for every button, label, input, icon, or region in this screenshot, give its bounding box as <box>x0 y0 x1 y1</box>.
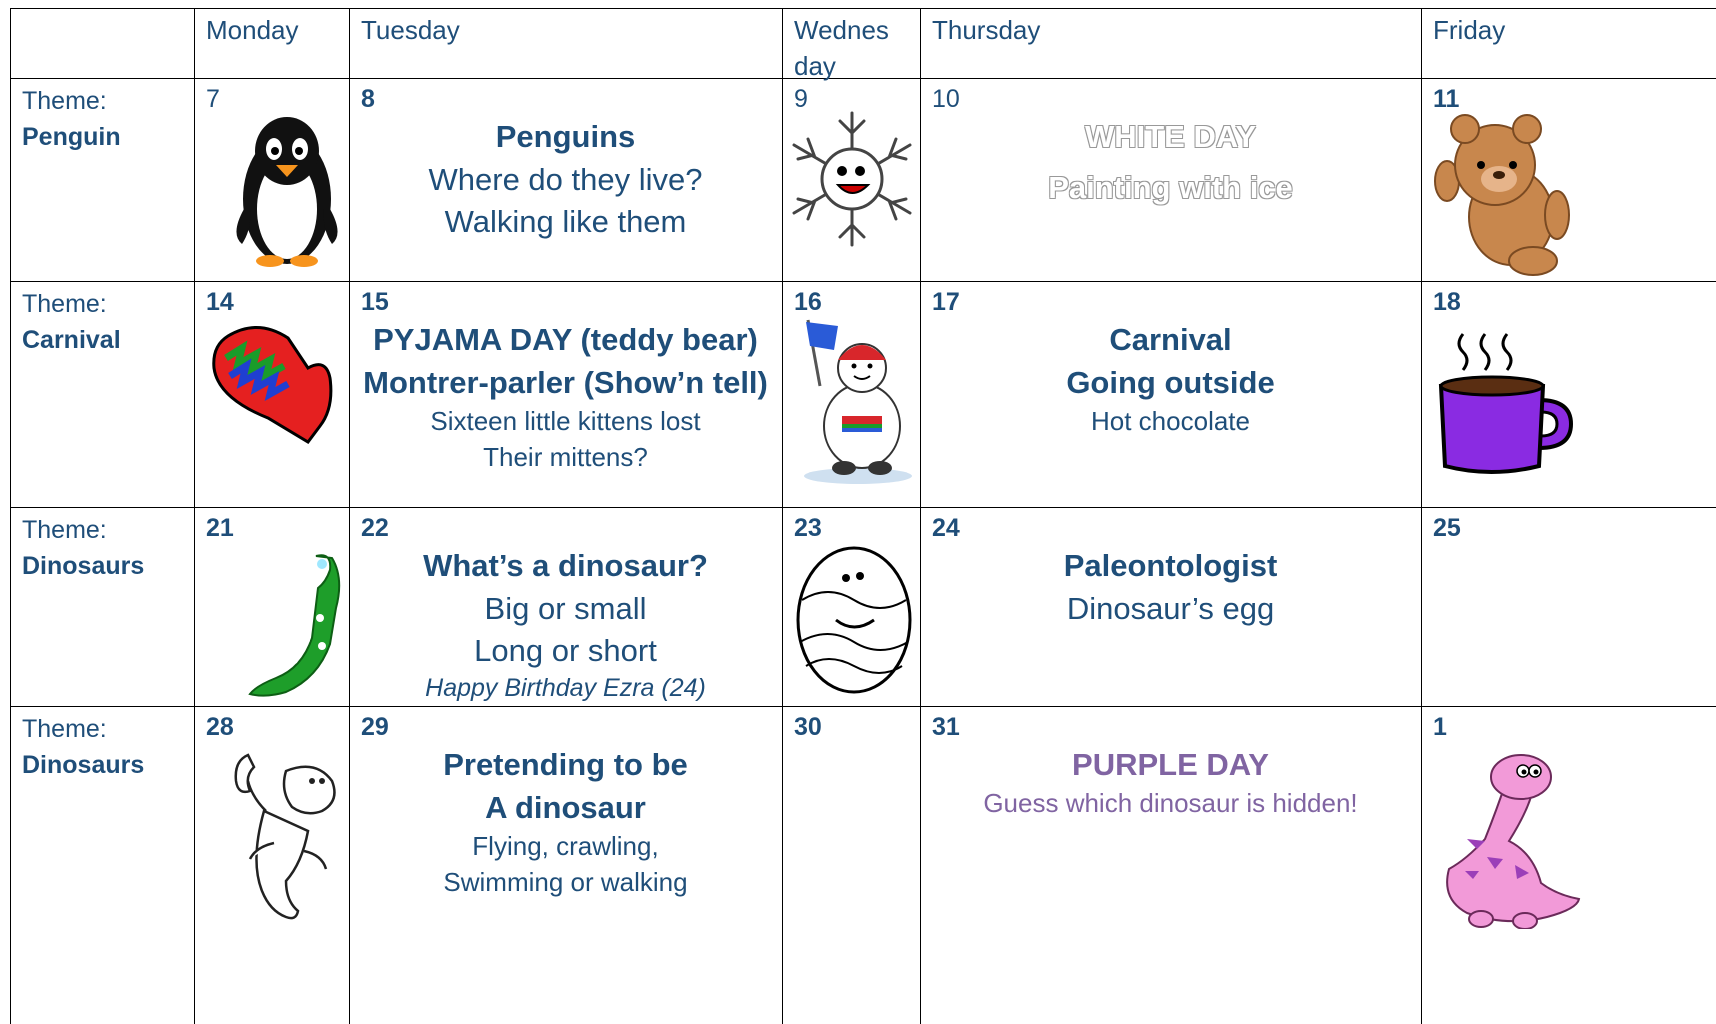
header-corner <box>10 8 194 78</box>
day-cell <box>920 508 1421 706</box>
theme-name: Carnival <box>22 326 121 354</box>
activity-line: Where do they live? <box>428 162 703 197</box>
activity-title: PURPLE DAY <box>1072 747 1269 782</box>
green-dinosaur-icon <box>246 548 346 698</box>
day-number: 17 <box>932 288 960 316</box>
header-thursday: Thursday <box>932 15 1041 45</box>
carnival-snowman-icon <box>794 316 920 486</box>
activity-line: Guess which dinosaur is hidden! <box>983 788 1358 818</box>
day-number: 9 <box>794 85 808 113</box>
day-cell <box>349 707 782 1024</box>
day-number: 28 <box>206 713 234 741</box>
day-cell <box>782 282 920 507</box>
activity-title: Carnival <box>1109 322 1232 357</box>
day-number: 31 <box>932 713 960 741</box>
day-number: 22 <box>361 514 389 542</box>
header-monday: Monday <box>206 15 299 45</box>
activity-title: Montrer-parler (Show’n tell) <box>363 365 768 400</box>
activity-line: Swimming or walking <box>443 867 688 897</box>
activity-line: Painting with ice <box>1048 170 1293 205</box>
day-cell <box>920 79 1421 281</box>
day-cell <box>1421 707 1716 1024</box>
activity-line: Dinosaur’s egg <box>1066 591 1275 626</box>
day-number: 18 <box>1433 288 1461 316</box>
penguin-icon <box>232 109 342 269</box>
hot-chocolate-mug-icon <box>1435 330 1575 480</box>
theme-name: Dinosaurs <box>22 751 145 779</box>
activity-title: WHITE DAY <box>1084 119 1257 154</box>
outline-dinosaur-icon <box>226 751 342 923</box>
day-cell <box>782 508 920 706</box>
day-cell <box>194 508 349 706</box>
day-cell <box>1421 282 1716 507</box>
activity-line: Big or small <box>484 591 647 626</box>
theme-label: Theme: <box>22 715 107 743</box>
day-cell <box>349 282 782 507</box>
day-number: 29 <box>361 713 389 741</box>
theme-label: Theme: <box>22 516 107 544</box>
day-number: 25 <box>1433 514 1461 542</box>
day-cell <box>349 79 782 281</box>
day-cell <box>194 282 349 507</box>
header-friday: Friday <box>1433 15 1506 45</box>
day-number: 15 <box>361 288 389 316</box>
theme-label: Theme: <box>22 87 107 115</box>
egg-icon <box>794 542 914 694</box>
day-number: 10 <box>932 85 960 113</box>
calendar-table <box>10 8 1716 1024</box>
activity-line: Long or short <box>474 633 657 668</box>
mitten-icon <box>208 318 336 444</box>
activity-line: Walking like them <box>444 204 687 239</box>
header-wednesday: Wednes day <box>794 15 889 81</box>
snowflake-icon <box>790 109 914 249</box>
activity-line: Flying, crawling, <box>472 831 659 861</box>
activity-title: Paleontologist <box>1063 548 1278 583</box>
theme-label: Theme: <box>22 290 107 318</box>
activity-line: Hot chocolate <box>1091 406 1250 436</box>
day-number: 14 <box>206 288 234 316</box>
activity-title: Going outside <box>1066 365 1275 400</box>
activity-title: Penguins <box>495 119 636 154</box>
theme-name: Penguin <box>22 123 121 151</box>
activity-title: A dinosaur <box>485 790 646 825</box>
teddy-bear-icon <box>1433 107 1573 277</box>
day-cell <box>194 79 349 281</box>
day-cell <box>920 282 1421 507</box>
activity-line: Their mittens? <box>483 442 648 472</box>
day-cell <box>349 508 782 706</box>
day-number: 1 <box>1433 713 1447 741</box>
day-cell <box>194 707 349 1024</box>
theme-cell <box>10 79 194 281</box>
theme-cell <box>10 282 194 507</box>
day-number: 7 <box>206 85 220 113</box>
day-cell <box>920 707 1421 1024</box>
theme-name: Dinosaurs <box>22 552 145 580</box>
theme-cell <box>10 508 194 706</box>
activity-title: PYJAMA DAY (teddy bear) <box>373 322 758 357</box>
day-number: 24 <box>932 514 960 542</box>
activity-title: Pretending to be <box>443 747 688 782</box>
theme-cell <box>10 707 194 1024</box>
day-number: 21 <box>206 514 234 542</box>
day-cell <box>1421 508 1716 706</box>
day-cell <box>1421 79 1716 281</box>
day-number: 11 <box>1433 85 1460 113</box>
day-number: 16 <box>794 288 822 316</box>
activity-line: Sixteen little kittens lost <box>430 406 701 436</box>
day-number: 23 <box>794 514 822 542</box>
activity-title: What’s a dinosaur? <box>423 548 708 583</box>
day-cell <box>782 707 920 1024</box>
day-cell <box>782 79 920 281</box>
day-number: 30 <box>794 713 822 741</box>
birthday-note: Happy Birthday Ezra (24) <box>425 674 706 702</box>
pink-dinosaur-icon <box>1437 749 1583 929</box>
header-tuesday: Tuesday <box>361 15 460 45</box>
day-number: 8 <box>361 85 375 113</box>
